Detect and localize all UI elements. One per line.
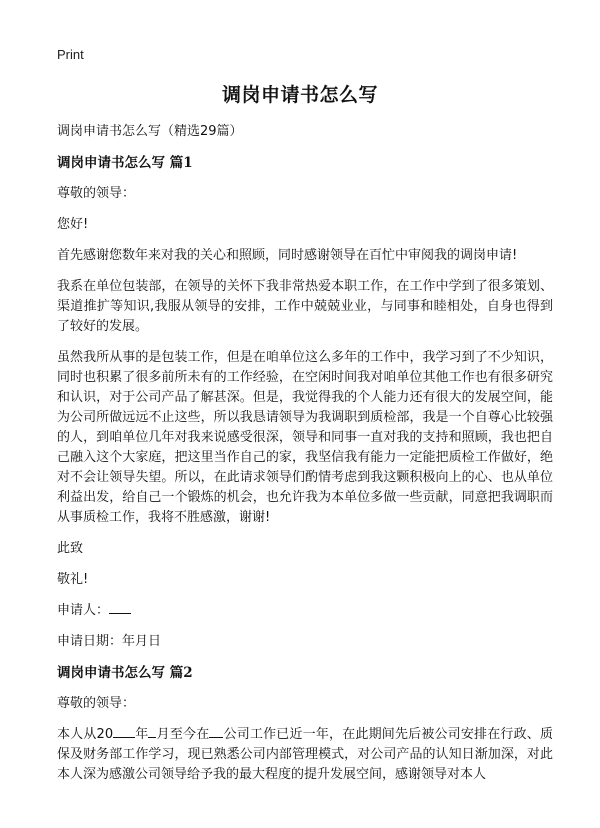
paragraph (57, 725, 553, 785)
section-heading: 调岗申请书怎么写 篇1 (57, 155, 193, 171)
section-1 (57, 153, 553, 652)
document-title: 调岗申请书怎么写 (221, 84, 378, 106)
salutation: 尊敬的领导： (57, 696, 136, 711)
closing-line: 此致 (57, 541, 84, 556)
text-fragment: 公司工作已近一年，在此期间先后被公司安排在行政、质保及财务部工作学习，现已熟悉公司内部管理模式，对公司产品的认知日渐加深，对此本人深为感激公司领导给予我的最大程度的提升发展空间，感谢领导对本人 (57, 727, 553, 782)
date-line: 申请日期：年月日 (57, 634, 162, 649)
section-heading: 调岗申请书怎么写 篇2 (57, 665, 193, 681)
salutation: 尊敬的领导： (57, 186, 136, 201)
closing-salute: 敬礼! (57, 572, 89, 587)
applicant-line (57, 601, 553, 621)
fill-blank (209, 725, 223, 738)
paragraph: 我系在单位包装部，在领导的关怀下我非常热爱本职工作，在工作中学到了很多策划、渠道推扩等知识,我服从领导的安排，工作中兢兢业业，与同事和睦相处，自身也得到了较好的发展。 (57, 279, 553, 334)
applicant-label: 申请人： (57, 603, 110, 618)
text-fragment: 本人从20 (57, 727, 114, 742)
paragraph: 首先感谢您数年来对我的关心和照顾，同时感谢领导在百忙中审阅我的调岗申请! (57, 248, 518, 263)
greeting: 您好! (57, 217, 89, 232)
paragraph: 虽然我所从事的是包装工作，但是在咱单位这么多年的工作中，我学习到了不少知识，同时也积累了很多前所未有的工作经验，在空闲时间我对咱单位其他工作也有很多研究和认识，对于公司产品了解甚深。但是，我觉得我的个人能力还有很大的发展空间，能为公司所做远远不止这些，所以我恳请领导为我调职到质检部，我是一个自尊心比较强的人，到咱单位几年对我来说感受很深，领导和同事一直对我的支持和照顾，我也把自己融入这个大家庭，把这里当作自己的家，我坚信我有能力一定能把质检工作做好，绝对不会让领导失望。所以，在此请求领导们酌情考虑到我这颗积极向上的心、也从单位利益出发，给自己一个锻炼的机会，也允许我为本单位多做一些贡献，同意把我调职而从事质检工作，我将不胜感激，谢谢! (57, 350, 553, 525)
document-body (57, 122, 553, 796)
signature-blank (109, 601, 131, 614)
fill-blank (113, 725, 135, 738)
text-fragment: 月至今在 (156, 727, 210, 742)
text-fragment: 年 (135, 727, 149, 742)
section-2 (57, 663, 553, 785)
print-link[interactable]: Print (57, 47, 84, 62)
document-subtitle: 调岗申请书怎么写（精选29篇） (57, 124, 243, 139)
